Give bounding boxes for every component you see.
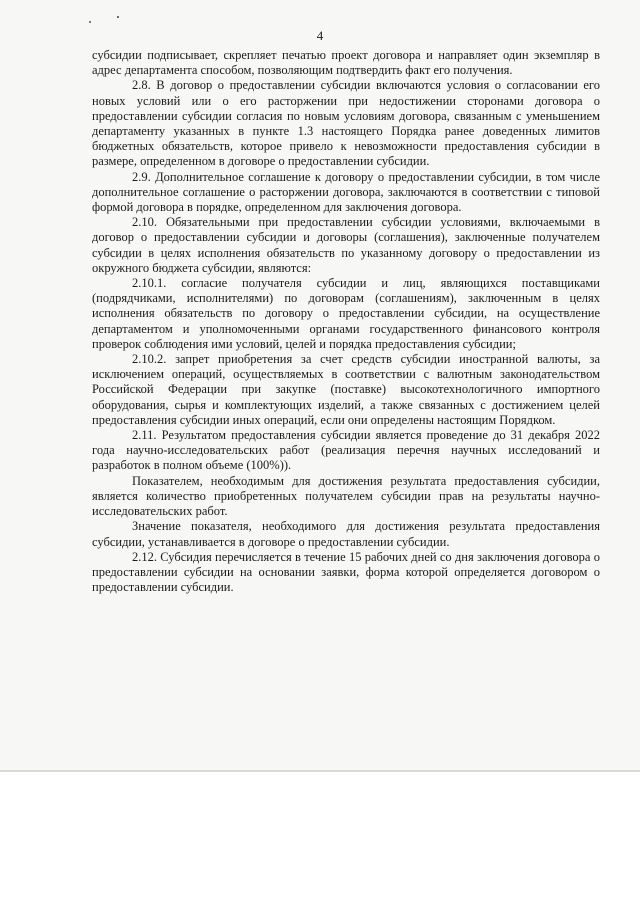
page-number: 4 <box>316 28 324 43</box>
paragraph-2-8: 2.8. В договор о предоставлении субсидии включаются условия о согласовании его новых условий или о его расторжении при недостижении сторонами договора о предоставлении субсидии согласия по новым условиям договора, связанным с уменьшением департаменту указанных в пункте 1.3 настоящего Порядка ранее доведенных лимитов бюджетных обязательств, которое привело к невозможности предоставления субсидии в размере, определенном в договоре о предоставлении субсидии. <box>92 78 600 169</box>
scan-speck <box>89 21 91 23</box>
document-body <box>92 48 600 595</box>
paragraph-2-12: 2.12. Субсидия перечисляется в течение 15 рабочих дней со дня заключения договора о предоставлении субсидии на основании заявки, форма которой определяется договором о предоставлении субсидии. <box>92 549 600 595</box>
paragraph-2-10-1: 2.10.1. согласие получателя субсидии и лиц, являющихся поставщиками (подрядчиками, исполнителями) по договорам (соглашениям), заключенным в целях исполнения обязательств по договору о предоставлении субсидии, на осуществление департаментом и уполномоченными органами государственного финансового контроля проверок соблюдения ими условий, целей и порядка предоставления субсидии; <box>92 276 600 351</box>
paragraph-continuation: субсидии подписывает, скрепляет печатью проект договора и направляет один экземпляр в адрес департамента способом, позволяющим подтвердить факт его получения. <box>92 48 600 78</box>
scan-bottom-edge <box>0 770 640 772</box>
paragraph-indicator-value: Значение показателя, необходимого для достижения результата предоставления субсидии, устанавливается в договоре о предоставлении субсидии. <box>92 519 600 549</box>
paragraph-2-10-2: 2.10.2. запрет приобретения за счет средств субсидии иностранной валюты, за исключением операций, осуществляемых в соответствии с валютным законодательством Российской Федерации при закупке (поставке) высокотехнологичного импортного оборудования, сырья и комплектующих изделий, а также связанных с достижением целей предоставления субсидии иных операций, если они определены настоящим Порядком. <box>92 352 600 427</box>
paragraph-2-10: 2.10. Обязательными при предоставлении субсидии условиями, включаемыми в договор о предоставлении субсидии и договоры (соглашения), заключенные получателем субсидии в целях исполнения обязательств по указанному договору о предоставлении из окружного бюджета субсидии, являются: <box>92 215 600 275</box>
paragraph-2-9: 2.9. Дополнительное соглашение к договору о предоставлении субсидии, в том числе дополнительное соглашение о расторжении договора, заключаются в соответствии с типовой формой договора в порядке, определенном для заключения договора. <box>92 169 600 215</box>
scan-speck <box>117 16 119 18</box>
paragraph-indicator: Показателем, необходимым для достижения результата предоставления субсидии, является количество приобретенных получателем субсидии прав на результаты научно-исследовательских работ. <box>92 473 600 519</box>
paragraph-2-11: 2.11. Результатом предоставления субсидии является проведение до 31 декабря 2022 года научно-исследовательских работ (реализация перечня научных исследований и разработок в полном объеме (100%)). <box>92 428 600 473</box>
